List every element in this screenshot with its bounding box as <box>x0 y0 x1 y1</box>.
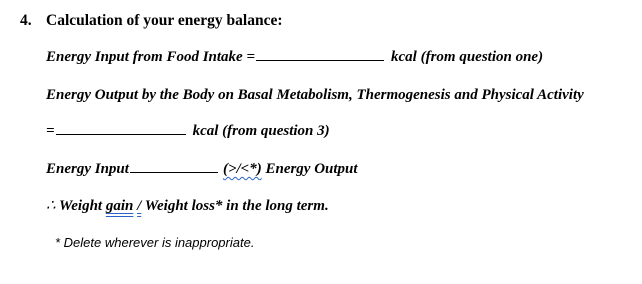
conclusion-line <box>46 199 329 214</box>
energy-output-equals: = <box>46 123 55 139</box>
energy-output-value-line <box>46 124 330 139</box>
footnote: * Delete wherever is inappropriate. <box>55 235 255 250</box>
energy-input-line <box>46 50 543 65</box>
comparison-blank[interactable] <box>130 171 218 173</box>
comparison-label: Energy Input <box>46 161 129 177</box>
comparison-line <box>46 162 358 177</box>
conclusion-suffix: in the long term. <box>226 198 329 214</box>
energy-input-blank[interactable] <box>256 59 384 61</box>
comparison-options: (>/<*) <box>222 161 262 177</box>
weight-word: Weight <box>59 198 103 214</box>
energy-output-label-line <box>46 88 584 103</box>
energy-output-blank[interactable] <box>56 133 186 135</box>
question-heading <box>20 13 283 29</box>
comparison-suffix: Energy Output <box>265 161 358 177</box>
energy-input-label: Energy Input from Food Intake = <box>46 49 255 65</box>
energy-output-label: Energy Output by the Body on Basal Metabolism, Thermogenesis and Physical Activity <box>46 87 584 103</box>
option-separator: / <box>137 198 142 214</box>
option-loss: Weight loss* <box>144 198 223 214</box>
therefore-symbol: ∴ <box>46 198 56 214</box>
question-title: Calculation of your energy balance: <box>46 12 283 29</box>
energy-input-unit-note: kcal (from question one) <box>391 49 544 65</box>
energy-output-unit-note: kcal (from question 3) <box>192 123 330 139</box>
option-gain: gain <box>105 198 134 214</box>
question-number: 4. <box>20 12 32 29</box>
